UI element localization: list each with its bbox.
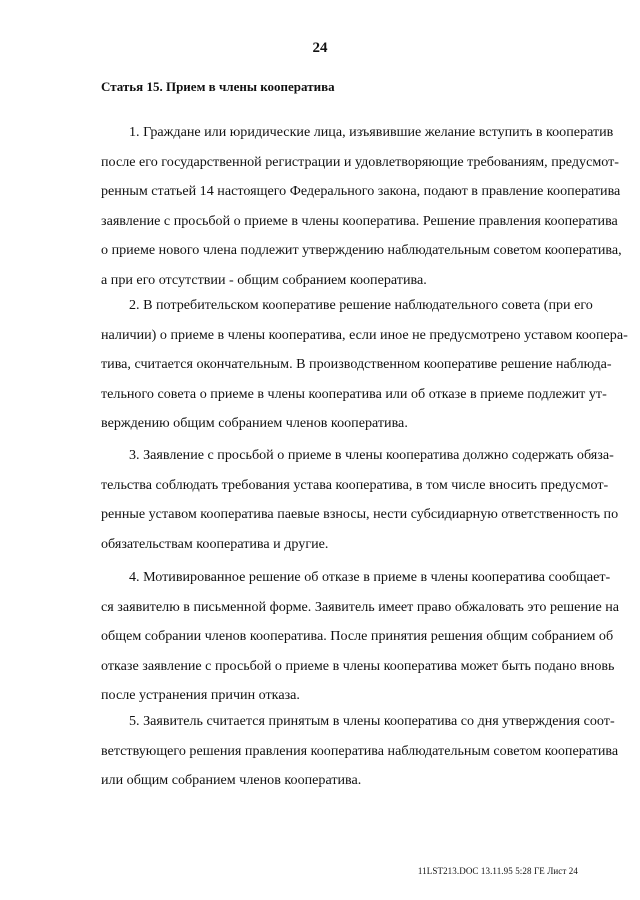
article-title: Статья 15. Прием в члены кооператива (101, 79, 335, 94)
paragraph-line: 2. В потребительском кооперативе решение наблюдательного совета (при его (129, 297, 593, 313)
paragraph-line: наличии) о приеме в члены кооператива, если иное не предусмотрено уставом коопера- (101, 326, 628, 343)
paragraph-5 (101, 707, 619, 796)
paragraph-line: или общим собранием членов кооператива. (101, 772, 362, 789)
paragraph-line: общем собрании членов кооператива. После принятия решения общим собранием об (101, 628, 614, 645)
paragraph-line: ветствующего решения правления кооператива наблюдательным советом кооператива (101, 742, 619, 759)
page-footer: 11LST213.DOC 13.11.95 5:28 ГЕ Лист 24 (417, 866, 578, 876)
paragraph-2 (101, 291, 628, 439)
paragraph-line: отказе заявление с просьбой о приеме в члены кооператива может быть подано вновь (101, 657, 615, 674)
paragraph-line: 3. Заявление с просьбой о приеме в члены кооператива должно содержать обяза- (129, 447, 614, 463)
page-number: 24 (312, 40, 328, 56)
paragraph-line: заявление с просьбой о приеме в члены кооператива. Решение правления кооператива (101, 212, 618, 229)
paragraph-line: тива, считается окончательным. В производственном кооперативе решение наблюда- (101, 356, 612, 373)
paragraph-line: 5. Заявитель считается принятым в члены кооператива со дня утверждения соот- (129, 713, 615, 729)
paragraph-4 (101, 563, 620, 711)
paragraph-line: 1. Граждане или юридические лица, изъявившие желание вступить в кооператив (129, 124, 614, 140)
paragraph-line: а при его отсутствии - общим собранием кооператива. (101, 271, 427, 288)
paragraph-3 (101, 441, 619, 559)
paragraph-line: после устранения причин отказа. (101, 687, 300, 704)
paragraph-line: ренным статьей 14 настоящего Федерального закона, подают в правление кооператива (101, 183, 621, 200)
paragraph-line: обязательствам кооператива и другие. (101, 535, 329, 552)
paragraph-line: ся заявителю в письменной форме. Заявитель имеет право обжаловать это решение на (101, 598, 620, 615)
paragraph-line: 4. Мотивированное решение об отказе в приеме в члены кооператива сообщает- (129, 569, 611, 585)
paragraph-line: после его государственной регистрации и удовлетворяющие требованиям, предусмот- (101, 153, 619, 170)
paragraph-line: ренные уставом кооператива паевые взносы, нести субсидиарную ответственность по (101, 506, 619, 523)
paragraph-1 (101, 118, 622, 296)
paragraph-line: о приеме нового члена подлежит утверждению наблюдательным советом кооператива, (101, 242, 622, 259)
paragraph-line: тельного совета о приеме в члены кооператива или об отказе в приеме подлежит ут- (101, 385, 607, 402)
paragraph-line: верждению общим собранием членов кооператива. (101, 415, 408, 432)
paragraph-line: тельства соблюдать требования устава кооператива, в том числе вносить предусмот- (101, 476, 609, 493)
